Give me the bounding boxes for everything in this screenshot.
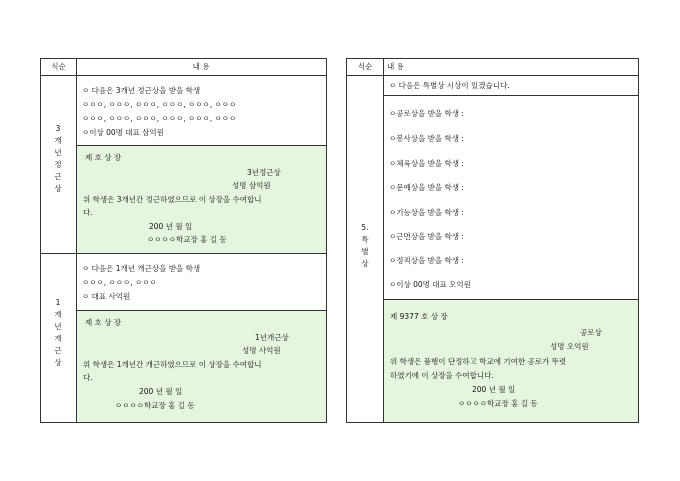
special-cert-number: 제 9377 호 상 장 <box>390 312 448 321</box>
section1-label: 3 개 년 정 근 상 <box>54 124 62 193</box>
section1-representative: ㅇ이상 00명 대표 삼억원 <box>82 128 164 137</box>
special-cert-body2: 하였기에 이 상장을 수여합니다. <box>390 371 494 380</box>
section2-names1: ㅇㅇㅇ, ㅇㅇㅇ, ㅇㅇㅇ <box>82 278 157 287</box>
right-header-content: 내 용 <box>387 62 404 71</box>
section2-cert-award: 1년개근상 <box>255 333 289 342</box>
section1-names1: ㅇㅇㅇ, ㅇㅇㅇ, ㅇㅇㅇ, ㅇㅇㅇ, ㅇㅇㅇ, ㅇㅇㅇ <box>82 100 237 109</box>
section2-representative: ㅇ 대표 사억원 <box>82 292 131 301</box>
special-award-item: ㅇ이상 00명 대표 오억원 <box>389 280 471 289</box>
special-award-intro: ㅇ 다음은 특별상 시상이 있겠습니다. <box>389 81 510 90</box>
section1-cert-award: 3년정근상 <box>247 168 281 177</box>
section2-intro: ㅇ 다음은 1개년 개근상을 받을 학생 <box>82 264 201 273</box>
special-cert-date: 200 년 월 일 <box>472 385 516 394</box>
section1-cert-recipient: 성명 삼억원 <box>232 181 271 190</box>
special-award-certificate <box>384 300 638 422</box>
right-header-order: 식순 <box>357 62 373 71</box>
section1-cert-body1: 위 학생은 3개년간 정근하였으므로 이 상장을 수여합니 <box>83 195 262 204</box>
section1-intro: ㅇ 다음은 3개년 정근상을 받을 학생 <box>82 86 201 95</box>
special-cert-award: 공로상 <box>580 328 602 337</box>
left-table <box>40 58 327 423</box>
special-award-item: ㅇ기능상을 받을 학생 : <box>389 208 464 217</box>
section1-cert-number: 제 호 상 장 <box>85 153 122 162</box>
left-header-order: 식순 <box>51 62 66 71</box>
special-award-item: ㅇ체육상을 받을 학생 : <box>389 159 464 168</box>
section2-cert-body2: 다. <box>83 373 93 382</box>
special-award-item: ㅇ근면상을 받을 학생 : <box>389 232 464 241</box>
section1-cert-body2: 다. <box>83 208 93 217</box>
right-table <box>346 58 639 423</box>
section2-cert-body1: 위 학생은 1개년간 개근하였으므로 이 상장을 수여합니 <box>83 360 262 369</box>
left-header-content: 내 용 <box>192 62 210 71</box>
special-award-item: ㅇ문예상을 받을 학생 : <box>389 183 464 192</box>
section1-cert-principal: ㅇㅇㅇㅇ학교장 홍 길 동 <box>147 235 227 244</box>
section2-cert-date: 200 년 월 일 <box>139 387 183 396</box>
section2-certificate <box>77 311 326 422</box>
special-award-label: 5. 특 별 상 <box>361 223 369 268</box>
special-award-item: ㅇ정직상을 받을 학생 : <box>389 256 464 265</box>
special-cert-body1: 위 학생은 품행이 단정하고 학교에 기여한 공로가 뚜렷 <box>390 357 567 366</box>
section2-cert-number: 제 호 상 장 <box>85 318 122 327</box>
special-award-item: ㅇ공로상을 받을 학생 : <box>389 109 464 118</box>
special-award-item: ㅇ봉사상을 받을 학생 : <box>389 134 464 143</box>
special-cert-recipient: 성명 오억원 <box>550 342 589 351</box>
section2-cert-principal: ㅇㅇㅇㅇ학교장 홍 길 동 <box>115 401 195 410</box>
section2-label: 1 개 년 개 근 상 <box>54 298 62 367</box>
section2-cert-recipient: 성명 사억원 <box>242 346 281 355</box>
section1-names2: ㅇㅇㅇ, ㅇㅇㅇ, ㅇㅇㅇ, ㅇㅇㅇ, ㅇㅇㅇ, ㅇㅇㅇ <box>82 114 237 123</box>
section1-certificate <box>77 146 326 253</box>
section1-cert-date: 200 년 월 일 <box>149 222 193 231</box>
special-cert-principal: ㅇㅇㅇㅇ학교장 홍 길 동 <box>458 399 538 408</box>
